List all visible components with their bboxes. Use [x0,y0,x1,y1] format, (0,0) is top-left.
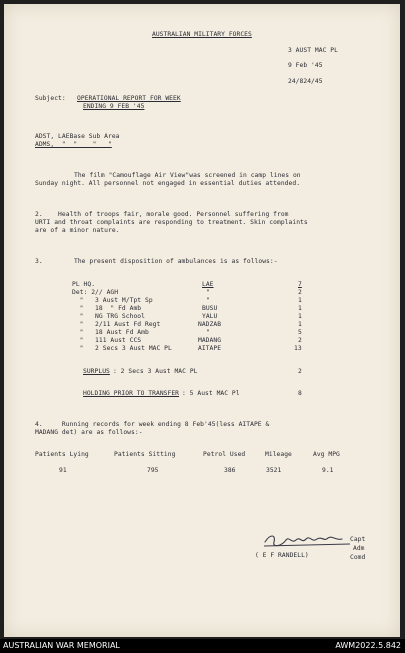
count-cell: 1 [298,313,302,320]
ref-number: 24/824/45 [288,78,323,85]
para-3-number: 3. [35,258,43,265]
subject-line-1: OPERATIONAL REPORT FOR WEEK [77,95,181,102]
records-header: Patients Lying [35,451,89,458]
records-header: Petrol Used [203,451,246,458]
location-cell: BUSU [202,305,218,312]
unit-cell: " 2 Secs 3 Aust MAC PL [72,345,172,352]
para-1-line-1: The film "Camouflage Air View"was screened in camp lines on [74,172,301,179]
records-header: Patients Sitting [114,451,176,458]
count-cell: 5 [298,329,302,336]
count-cell: 1 [298,321,302,328]
unit-cell: " NG TRG School [72,313,145,320]
para-3-intro: The present disposition of ambulances is as follows:- [74,258,278,265]
signature-mark [262,530,352,552]
location-cell: YALU [202,313,218,320]
addressee-line-2: ADMS, " " " " [35,141,112,148]
archive-footer [0,639,405,653]
para-2-line-3: are of a minor nature. [35,227,120,234]
records-value: 795 [147,467,159,474]
unit-cell: Det: 2// AGH [72,289,119,296]
document-page [4,4,400,637]
holding-count: 8 [298,390,302,397]
unit-cell: " 3 Aust M/Tpt Sp [72,297,153,304]
records-value: 3521 [266,467,282,474]
ref-date: 9 Feb '45 [288,62,323,69]
location-cell: MADANG [198,337,222,344]
subject-line-2: ENDING 9 FEB '45 [83,103,145,110]
count-cell: 13 [294,345,302,352]
unit-cell: " 18 Aust Fd Amb [72,329,149,336]
rank-line-3: Comd [350,554,366,561]
letterhead: AUSTRALIAN MILITARY FORCES [152,31,252,38]
count-cell: 7 [298,281,302,288]
signature-name: ( E F RANDELL) [255,552,309,559]
count-cell: 2 [298,289,302,296]
ref-unit: 3 AUST MAC PL [288,47,338,54]
records-value: 386 [224,467,236,474]
para-2-line-2: URTI and throat complaints are responding to treatment. Skin complaints [35,219,308,226]
addressee-line-1: ADST, LAEBase Sub Area [35,133,120,140]
unit-cell: " 111 Aust CCS [72,337,142,344]
count-cell: 2 [298,337,302,344]
location-cell: AITAPE [198,345,222,352]
records-header: Mileage [265,451,292,458]
para-2-line-1: 2. Health of troops fair, morale good. Personnel suffering from [35,211,289,218]
surplus-label: SURPLUS [83,368,110,375]
unit-cell: PL HQ. [72,281,96,288]
rank-line-1: Capt [350,536,366,543]
location-cell: " [206,297,210,304]
count-cell: 1 [298,305,302,312]
records-header: Avg MPG [313,451,340,458]
surplus-text: : 2 Secs 3 Aust MAC PL [113,368,198,375]
para-4-line-2: MADANG det) are as follows:- [35,429,143,436]
location-cell: " [206,289,210,296]
para-4-line-1: 4. Running records for week ending 8 Feb'45(less AITAPE & [35,421,270,428]
count-cell: 1 [298,297,302,304]
records-value: 9.1 [322,467,334,474]
footer-archive-name: AUSTRALIAN WAR MEMORIAL [3,641,120,650]
para-1-line-2: Sunday night. All personnel not engaged in essential duties attended. [35,180,301,187]
surplus-count: 2 [298,368,302,375]
location-cell: NADZAB [198,321,222,328]
rank-line-2: Adm [353,545,365,552]
holding-label: HOLDING PRIOR TO TRANSFER [83,390,180,397]
location-cell: " [206,329,210,336]
footer-accession-number: AWM2022.5.842 [335,641,401,650]
holding-text: : 5 Aust MAC Pl [182,390,240,397]
unit-cell: " 2/11 Aust Fd Regt [72,321,161,328]
location-cell: LAE [202,281,214,288]
subject-label: Subject: [35,95,66,102]
records-value: 91 [59,467,67,474]
unit-cell: " 18 " Fd Amb [72,305,142,312]
